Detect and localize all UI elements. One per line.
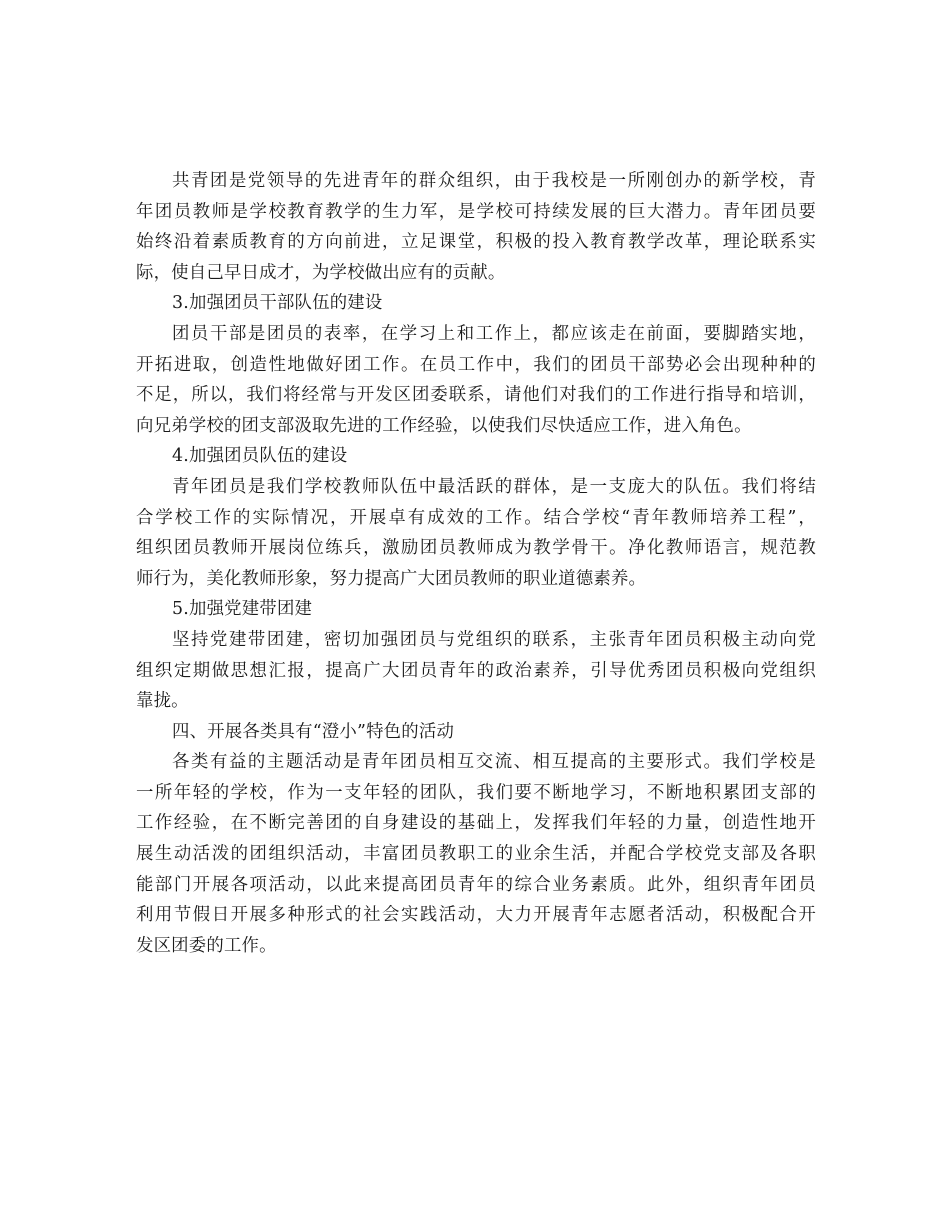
section-heading: 3.加强团员干部队伍的建设 bbox=[172, 293, 383, 314]
paragraph-line: 组织团员教师开展岗位练兵，激励团员教师成为教学骨干。净化教师语言，规范教 bbox=[136, 538, 816, 559]
paragraph-line: 际，使自己早日成才，为学校做出应有的贡献。 bbox=[136, 262, 506, 283]
section-heading: 5.加强党建带团建 bbox=[172, 599, 313, 620]
paragraph-line: 不足，所以，我们将经常与开发区团委联系，请他们对我们的工作进行指导和培训， bbox=[136, 385, 816, 406]
paragraph-line: 共青团是党领导的先进青年的群众组织，由于我校是一所刚创办的新学校，青 bbox=[172, 171, 816, 191]
paragraph-line: 靠拢。 bbox=[136, 691, 189, 712]
paragraph-line: 向兄弟学校的团支部汲取先进的工作经验，以使我们尽快适应工作，进入角色。 bbox=[136, 415, 752, 436]
paragraph-line: 展生动活泼的团组织活动，丰富团员教职工的业余生活，并配合学校党支部及各职 bbox=[136, 844, 816, 865]
paragraph-line: 能部门开展各项活动，以此来提高团员青年的综合业务素质。此外，组织青年团员 bbox=[136, 874, 816, 895]
paragraph-line: 始终沿着素质教育的方向前进，立足课堂，积极的投入教育教学改革，理论联系实 bbox=[136, 232, 816, 253]
paragraph-line: 组织定期做思想汇报，提高广大团员青年的政治素养，引导优秀团员积极向党组织 bbox=[136, 660, 816, 681]
paragraph-line: 师行为，美化教师形象，努力提高广大团员教师的职业道德素养。 bbox=[136, 568, 647, 589]
paragraph-line: 工作经验，在不断完善团的自身建设的基础上，发挥我们年轻的力量，创造性地开 bbox=[136, 813, 816, 834]
section-heading: 4.加强团员队伍的建设 bbox=[172, 446, 348, 467]
paragraph-line: 发区团委的工作。 bbox=[136, 935, 277, 956]
paragraph-line: 各类有益的主题活动是青年团员相互交流、相互提高的主要形式。我们学校是 bbox=[172, 752, 816, 773]
paragraph-line: 青年团员是我们学校教师队伍中最活跃的群体，是一支庞大的队伍。我们将结 bbox=[172, 476, 816, 497]
paragraph-line: 一所年轻的学校，作为一支年轻的团队，我们要不断地学习，不断地积累团支部的 bbox=[136, 782, 816, 803]
document-page bbox=[136, 166, 816, 961]
paragraph-line: 坚持党建带团建，密切加强团员与党组织的联系，主张青年团员积极主动向党 bbox=[172, 629, 816, 650]
paragraph-line: 利用节假日开展多种形式的社会实践活动，大力开展青年志愿者活动，积极配合开 bbox=[136, 905, 816, 926]
section-heading: 四、开展各类具有“澄小”特色的活动 bbox=[172, 721, 455, 742]
paragraph-line: 开拓进取，创造性地做好团工作。在员工作中，我们的团员干部势必会出现种种的 bbox=[136, 354, 816, 375]
paragraph-line: 合学校工作的实际情况，开展卓有成效的工作。结合学校“青年教师培养工程”， bbox=[136, 507, 816, 528]
paragraph-line: 团员干部是团员的表率，在学习上和工作上，都应该走在前面，要脚踏实地， bbox=[172, 323, 816, 344]
paragraph-line: 年团员教师是学校教育教学的生力军，是学校可持续发展的巨大潜力。青年团员要 bbox=[136, 201, 816, 222]
